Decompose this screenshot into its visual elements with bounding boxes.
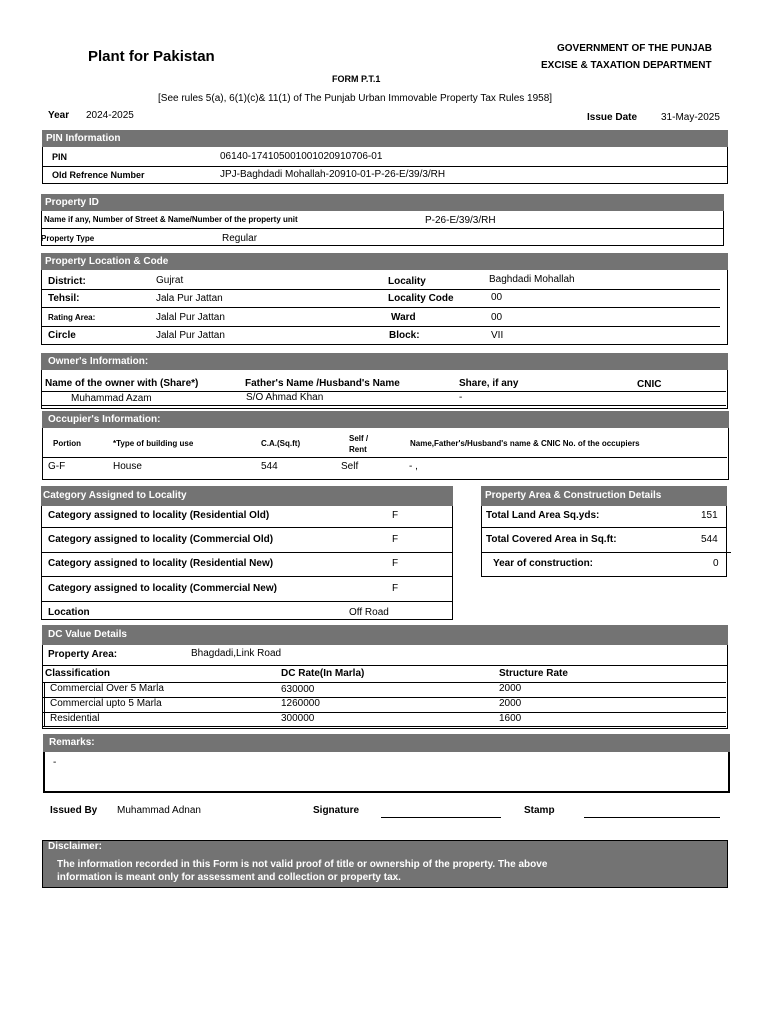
ward-value: 00 bbox=[491, 312, 503, 323]
rating-area-label: Rating Area: bbox=[48, 313, 96, 322]
property-type-value: Regular bbox=[222, 233, 258, 244]
dc-row-class: Residential bbox=[50, 713, 100, 724]
locality-code-value: 00 bbox=[491, 292, 503, 303]
issue-date-value: 31-May-2025 bbox=[661, 112, 720, 123]
locality-code-label: Locality Code bbox=[388, 293, 454, 304]
disclaimer-title: Disclaimer: bbox=[48, 841, 102, 852]
construction-year-label: Year of construction: bbox=[493, 558, 594, 569]
occupier-col-type: *Type of building use bbox=[113, 439, 194, 448]
circle-value: Jalal Pur Jattan bbox=[156, 330, 225, 341]
category-row-value: F bbox=[392, 510, 399, 521]
pin-section-header: PIN Information bbox=[42, 130, 728, 147]
dc-row-structure: 1600 bbox=[499, 713, 522, 724]
construction-year-value: 0 bbox=[713, 558, 719, 569]
owner-col-cnic: CNIC bbox=[637, 379, 662, 390]
category-header: Category Assigned to Locality bbox=[41, 486, 453, 506]
district-label: District: bbox=[48, 276, 86, 287]
year-label: Year bbox=[48, 110, 70, 121]
dc-row-structure: 2000 bbox=[499, 698, 522, 709]
block-label: Block: bbox=[389, 330, 420, 341]
signature-line bbox=[381, 817, 501, 818]
occupier-col-name: Name,Father's/Husband's name & CNIC No. of the occupiers bbox=[410, 439, 640, 448]
occupier-ca: 544 bbox=[261, 461, 278, 472]
district-value: Gujrat bbox=[156, 275, 184, 286]
signature-label: Signature bbox=[313, 805, 360, 816]
owner-col-father: Father's Name /Husband's Name bbox=[245, 378, 400, 389]
dc-area-value: Bhagdadi,Link Road bbox=[191, 648, 282, 659]
dept-title: EXCISE & TAXATION DEPARTMENT bbox=[541, 60, 712, 71]
remarks-header: Remarks: bbox=[43, 734, 730, 752]
pin-label: PIN bbox=[52, 152, 68, 162]
remarks-value: - bbox=[53, 757, 57, 768]
covered-area-value: 544 bbox=[701, 534, 718, 545]
dc-row-rate: 1260000 bbox=[281, 698, 320, 709]
occupier-col-self: Self / bbox=[349, 434, 369, 443]
owner-share: - bbox=[459, 392, 463, 403]
dc-header: DC Value Details bbox=[42, 625, 728, 645]
occupier-name: - , bbox=[409, 461, 418, 472]
category-row-value: F bbox=[392, 558, 399, 569]
ward-label: Ward bbox=[391, 312, 416, 323]
pin-value: 06140-174105001001020910706-01 bbox=[220, 151, 383, 162]
dc-row-rate: 630000 bbox=[281, 684, 315, 695]
category-row-label: Category assigned to locality (Commercial Old) bbox=[48, 534, 274, 545]
issued-by-value: Muhammad Adnan bbox=[117, 805, 201, 816]
covered-area-label: Total Covered Area in Sq.ft: bbox=[486, 534, 617, 545]
org-title: Plant for Pakistan bbox=[88, 48, 215, 65]
rating-area-value: Jalal Pur Jattan bbox=[156, 312, 225, 323]
land-area-label: Total Land Area Sq.yds: bbox=[486, 510, 600, 521]
stamp-line bbox=[584, 817, 720, 818]
locality-label: Locality bbox=[388, 276, 426, 287]
property-name-value: P-26-E/39/3/RH bbox=[425, 215, 496, 226]
old-ref-label: Old Refrence Number bbox=[52, 170, 145, 180]
category-section bbox=[41, 486, 453, 620]
land-area-value: 151 bbox=[701, 510, 718, 521]
category-row-label: Category assigned to locality (Residential New) bbox=[48, 558, 274, 569]
dc-row-class: Commercial Over 5 Marla bbox=[50, 683, 164, 694]
occupier-header: Occupier's Information: bbox=[42, 411, 729, 428]
property-name-label: Name if any, Number of Street & Name/Number of the property unit bbox=[44, 215, 298, 224]
dc-row-structure: 2000 bbox=[499, 683, 522, 694]
disclaimer-line-2: information is meant only for assessment and collection or property tax. bbox=[57, 872, 401, 883]
category-row-value: F bbox=[392, 534, 399, 545]
occupier-col-ca: C.A.(Sq.ft) bbox=[261, 439, 301, 448]
property-type-label: Property Type bbox=[41, 234, 95, 243]
category-row-label: Category assigned to locality (Commercial New) bbox=[48, 583, 277, 594]
location-label: Location bbox=[48, 607, 90, 618]
dc-col-structure: Structure Rate bbox=[499, 668, 568, 679]
dc-row-class: Commercial upto 5 Marla bbox=[50, 698, 162, 709]
year-value: 2024-2025 bbox=[86, 110, 134, 121]
rules-text: [See rules 5(a), 6(1)(c)& 11(1) of The Punjab Urban Immovable Property Tax Rules 1958] bbox=[158, 93, 553, 104]
dc-row-rate: 300000 bbox=[281, 713, 315, 724]
locality-value: Baghdadi Mohallah bbox=[489, 274, 575, 285]
owner-name: Muhammad Azam bbox=[71, 393, 152, 404]
gov-title: GOVERNMENT OF THE PUNJAB bbox=[557, 43, 713, 54]
occupier-type: House bbox=[113, 461, 142, 472]
owner-father: S/O Ahmad Khan bbox=[246, 392, 324, 403]
tehsil-label: Tehsil: bbox=[48, 293, 80, 304]
occupier-col-portion: Portion bbox=[53, 439, 81, 448]
owner-col-share: Share, if any bbox=[459, 378, 519, 389]
issue-date-label: Issue Date bbox=[587, 112, 638, 123]
property-id-header: Property ID bbox=[41, 194, 724, 211]
dc-col-rate: DC Rate(In Marla) bbox=[281, 668, 365, 679]
occupier-col-rent: Rent bbox=[349, 445, 367, 454]
stamp-label: Stamp bbox=[524, 805, 555, 816]
location-value: Off Road bbox=[349, 607, 389, 618]
owner-col-name: Name of the owner with (Share*) bbox=[45, 378, 199, 389]
area-header: Property Area & Construction Details bbox=[481, 486, 727, 506]
old-ref-value: JPJ-Baghdadi Mohallah-20910-01-P-26-E/39/3/RH bbox=[220, 169, 446, 180]
dc-col-classification: Classification bbox=[45, 668, 111, 679]
form-title: FORM P.T.1 bbox=[332, 74, 381, 84]
issued-by-label: Issued By bbox=[50, 805, 98, 816]
disclaimer-line-1: The information recorded in this Form is not valid proof of title or ownership of the property. The above bbox=[57, 859, 548, 870]
tehsil-value: Jala Pur Jattan bbox=[156, 293, 223, 304]
block-value: VII bbox=[491, 330, 504, 341]
owner-header: Owner's Information: bbox=[41, 353, 728, 370]
occupier-portion: G-F bbox=[48, 461, 66, 472]
category-row-label: Category assigned to locality (Residential Old) bbox=[48, 510, 270, 521]
category-row-value: F bbox=[392, 583, 399, 594]
circle-label: Circle bbox=[48, 330, 76, 341]
occupier-self: Self bbox=[341, 461, 359, 472]
location-header: Property Location & Code bbox=[41, 253, 728, 270]
dc-area-label: Property Area: bbox=[48, 649, 118, 660]
